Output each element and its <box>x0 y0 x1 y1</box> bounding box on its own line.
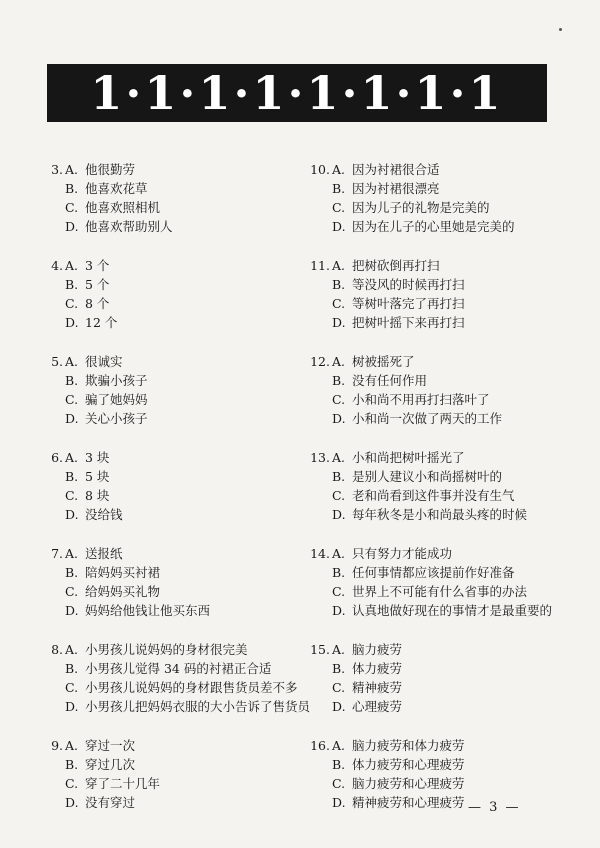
answer-option <box>310 640 575 659</box>
answer-option <box>45 601 310 620</box>
option-text: 是别人建议小和尚摇树叶的 <box>352 469 503 484</box>
option-text: 3 块 <box>85 450 110 465</box>
option-text: 脑力疲劳和心理疲劳 <box>352 776 465 791</box>
option-letter: D. <box>332 411 346 426</box>
answer-option <box>310 793 575 812</box>
question-number: 9. <box>51 738 63 753</box>
answer-option <box>45 160 310 179</box>
answer-option <box>45 448 310 467</box>
answer-option <box>310 256 575 275</box>
question-item <box>310 640 575 736</box>
option-text: 把树叶摇下来再打扫 <box>352 315 465 330</box>
option-text: 穿过几次 <box>85 757 136 772</box>
question-number: 14. <box>310 546 330 561</box>
question-number: 8. <box>51 642 63 657</box>
option-indent <box>310 755 332 774</box>
option-text: 等没风的时候再打扫 <box>352 277 465 292</box>
option-indent <box>45 601 65 620</box>
answer-option <box>310 486 575 505</box>
option-letter: C. <box>332 776 346 791</box>
option-letter: D. <box>332 315 346 330</box>
option-letter: A. <box>65 162 79 177</box>
option-letter: D. <box>65 315 79 330</box>
option-indent <box>310 294 332 313</box>
option-letter: D. <box>332 795 346 810</box>
answer-option <box>310 563 575 582</box>
answer-option <box>45 755 310 774</box>
option-text: 世界上不可能有什么省事的办法 <box>352 584 528 599</box>
question-number: 13. <box>310 450 330 465</box>
option-letter: A. <box>332 546 346 561</box>
option-indent <box>45 582 65 601</box>
option-indent <box>310 601 332 620</box>
question-number: 7. <box>51 546 63 561</box>
option-text: 任何事情都应该提前作好准备 <box>352 565 515 580</box>
answer-option <box>45 198 310 217</box>
option-text: 小男孩儿说妈妈的身材很完美 <box>85 642 248 657</box>
answer-option <box>310 582 575 601</box>
option-text: 精神疲劳 <box>352 680 403 695</box>
answer-option <box>45 294 310 313</box>
option-text: 骗了她妈妈 <box>85 392 148 407</box>
option-text: 体力疲劳 <box>352 661 403 676</box>
answer-option <box>45 409 310 428</box>
option-letter: C. <box>65 200 79 215</box>
option-text: 关心小孩子 <box>85 411 148 426</box>
option-letter: A. <box>65 738 79 753</box>
answer-option <box>310 160 575 179</box>
answer-option <box>45 352 310 371</box>
option-letter: D. <box>332 507 346 522</box>
answer-option <box>310 179 575 198</box>
option-text: 穿过一次 <box>85 738 136 753</box>
question-item <box>45 352 310 448</box>
option-letter: A. <box>65 642 79 657</box>
option-letter: B. <box>65 661 79 676</box>
answer-option <box>310 755 575 774</box>
answer-option <box>310 697 575 716</box>
answer-option <box>310 467 575 486</box>
question-item <box>45 448 310 544</box>
answer-option <box>45 313 310 332</box>
option-letter: A. <box>332 354 346 369</box>
option-text: 老和尚看到这件事并没有生气 <box>352 488 515 503</box>
answer-option <box>310 313 575 332</box>
option-indent <box>310 563 332 582</box>
question-number: 12. <box>310 354 330 369</box>
option-indent <box>45 774 65 793</box>
option-text: 5 个 <box>85 277 110 292</box>
option-indent <box>45 294 65 313</box>
answer-option <box>45 505 310 524</box>
option-letter: C. <box>65 584 79 599</box>
option-text: 没有任何作用 <box>352 373 428 388</box>
option-letter: D. <box>65 219 79 234</box>
question-item <box>45 640 310 736</box>
option-text: 欺骗小孩子 <box>85 373 148 388</box>
question-number: 5. <box>51 354 63 369</box>
answer-option <box>45 390 310 409</box>
option-letter: C. <box>332 488 346 503</box>
option-indent <box>310 371 332 390</box>
answer-option <box>45 582 310 601</box>
question-item <box>310 160 575 256</box>
question-item <box>45 544 310 640</box>
option-indent <box>310 774 332 793</box>
option-indent <box>310 678 332 697</box>
option-indent <box>310 467 332 486</box>
option-text: 给妈妈买礼物 <box>85 584 161 599</box>
question-number: 10. <box>310 162 330 177</box>
option-indent <box>45 563 65 582</box>
answer-option <box>310 448 575 467</box>
option-text: 因为儿子的礼物是完美的 <box>352 200 490 215</box>
option-text: 脑力疲劳和体力疲劳 <box>352 738 465 753</box>
option-letter: C. <box>332 584 346 599</box>
option-letter: A. <box>332 162 346 177</box>
option-text: 12 个 <box>85 315 118 330</box>
answer-option <box>310 774 575 793</box>
option-letter: A. <box>65 258 79 273</box>
answer-option <box>310 294 575 313</box>
answer-option <box>45 275 310 294</box>
answer-option <box>310 198 575 217</box>
option-text: 等树叶落完了再打扫 <box>352 296 465 311</box>
option-letter: C. <box>65 392 79 407</box>
scan-speck <box>559 28 562 31</box>
option-letter: B. <box>332 661 346 676</box>
option-text: 小和尚把树叶摇光了 <box>352 450 465 465</box>
option-letter: D. <box>65 795 79 810</box>
option-text: 小和尚一次做了两天的工作 <box>352 411 503 426</box>
option-indent <box>45 659 65 678</box>
option-letter: B. <box>332 277 346 292</box>
option-text: 体力疲劳和心理疲劳 <box>352 757 465 772</box>
option-indent <box>45 755 65 774</box>
answer-option <box>45 544 310 563</box>
option-text: 心理疲劳 <box>352 699 403 714</box>
question-item <box>45 160 310 256</box>
answer-option <box>45 256 310 275</box>
option-text: 因为在儿子的心里她是完美的 <box>352 219 515 234</box>
option-text: 穿了二十几年 <box>85 776 161 791</box>
answer-option <box>45 217 310 236</box>
option-indent <box>45 275 65 294</box>
option-text: 小男孩儿说妈妈的身材跟售货员差不多 <box>85 680 298 695</box>
option-letter: D. <box>65 507 79 522</box>
option-text: 小男孩儿把妈妈衣服的大小告诉了售货员 <box>84 699 310 714</box>
option-letter: C. <box>65 680 79 695</box>
option-letter: B. <box>65 277 79 292</box>
option-text: 送报纸 <box>85 546 123 561</box>
option-indent <box>45 198 65 217</box>
option-text: 脑力疲劳 <box>352 642 403 657</box>
answer-option <box>45 563 310 582</box>
option-text: 小和尚不用再打扫落叶了 <box>352 392 490 407</box>
option-letter: B. <box>65 469 79 484</box>
answer-option <box>45 774 310 793</box>
option-letter: B. <box>65 181 79 196</box>
option-text: 每年秋冬是小和尚最头疼的时候 <box>352 507 528 522</box>
answer-option <box>310 390 575 409</box>
option-indent <box>45 467 65 486</box>
option-text: 没给钱 <box>85 507 123 522</box>
option-text: 很诚实 <box>85 354 123 369</box>
option-letter: B. <box>332 565 346 580</box>
option-letter: D. <box>332 219 346 234</box>
option-letter: D. <box>65 411 79 426</box>
option-indent <box>310 659 332 678</box>
option-letter: B. <box>332 373 346 388</box>
option-letter: A. <box>332 642 346 657</box>
option-text: 小男孩儿觉得 34 码的衬裙正合适 <box>85 661 272 676</box>
option-letter: D. <box>332 699 346 714</box>
option-text: 只有努力才能成功 <box>352 546 453 561</box>
answer-option <box>310 352 575 371</box>
answer-option <box>45 697 310 716</box>
question-item <box>310 736 575 832</box>
option-indent <box>310 582 332 601</box>
answer-option <box>310 678 575 697</box>
option-indent <box>310 793 332 812</box>
page-number: — 3 — <box>468 800 521 815</box>
option-letter: B. <box>332 757 346 772</box>
answer-option <box>45 793 310 812</box>
answer-option <box>45 371 310 390</box>
option-indent <box>45 486 65 505</box>
option-text: 精神疲劳和心理疲劳 <box>352 795 465 810</box>
right-question-column <box>310 160 575 832</box>
option-letter: B. <box>65 565 79 580</box>
question-item <box>310 352 575 448</box>
question-number: 3. <box>51 162 63 177</box>
answer-option <box>45 179 310 198</box>
question-number: 6. <box>51 450 63 465</box>
answer-option <box>310 371 575 390</box>
option-text: 他很勤劳 <box>85 162 136 177</box>
option-letter: C. <box>65 776 79 791</box>
option-indent <box>45 697 65 716</box>
answer-option <box>310 217 575 236</box>
answer-option <box>310 601 575 620</box>
option-letter: C. <box>332 200 346 215</box>
option-letter: A. <box>332 450 346 465</box>
option-text: 3 个 <box>85 258 110 273</box>
option-text: 因为衬裙很漂亮 <box>352 181 440 196</box>
answer-option <box>310 275 575 294</box>
option-indent <box>45 371 65 390</box>
answer-option <box>45 640 310 659</box>
option-text: 认真地做好现在的事情才是最重要的 <box>352 603 553 618</box>
option-letter: C. <box>65 296 79 311</box>
option-text: 因为衬裙很合适 <box>352 162 440 177</box>
option-letter: A. <box>65 354 79 369</box>
option-letter: B. <box>332 181 346 196</box>
option-text: 8 个 <box>85 296 110 311</box>
option-indent <box>45 793 65 812</box>
question-number: 15. <box>310 642 330 657</box>
answer-option <box>45 678 310 697</box>
answer-option <box>310 659 575 678</box>
option-indent <box>45 313 65 332</box>
option-letter: C. <box>332 296 346 311</box>
option-indent <box>45 179 65 198</box>
option-indent <box>45 390 65 409</box>
option-text: 把树砍倒再打扫 <box>352 258 440 273</box>
option-indent <box>310 486 332 505</box>
option-letter: A. <box>65 450 79 465</box>
option-letter: B. <box>65 757 79 772</box>
question-number: 11. <box>310 258 330 273</box>
option-indent <box>45 505 65 524</box>
option-text: 他喜欢帮助别人 <box>85 219 173 234</box>
option-indent <box>310 313 332 332</box>
option-indent <box>310 217 332 236</box>
option-indent <box>310 275 332 294</box>
option-letter: C. <box>332 680 346 695</box>
answer-option <box>310 505 575 524</box>
option-indent <box>310 697 332 716</box>
option-text: 妈妈给他钱让他买东西 <box>85 603 211 618</box>
option-indent <box>310 409 332 428</box>
answer-option <box>45 659 310 678</box>
question-number: 16. <box>310 738 330 753</box>
left-question-column <box>45 160 310 832</box>
section-banner <box>47 64 547 122</box>
option-letter: A. <box>65 546 79 561</box>
option-letter: A. <box>332 258 346 273</box>
option-text: 他喜欢照相机 <box>85 200 161 215</box>
option-letter: A. <box>332 738 346 753</box>
answer-option <box>310 736 575 755</box>
answer-option <box>45 467 310 486</box>
option-indent <box>45 678 65 697</box>
option-indent <box>310 179 332 198</box>
question-item <box>310 256 575 352</box>
question-item <box>45 256 310 352</box>
option-text: 他喜欢花草 <box>85 181 148 196</box>
option-letter: C. <box>332 392 346 407</box>
option-text: 5 块 <box>85 469 110 484</box>
question-item <box>310 448 575 544</box>
option-indent <box>45 409 65 428</box>
option-text: 陪妈妈买衬裙 <box>85 565 161 580</box>
answer-option <box>310 544 575 563</box>
option-text: 树被摇死了 <box>352 354 415 369</box>
question-number: 4. <box>51 258 63 273</box>
option-letter: C. <box>65 488 79 503</box>
option-letter: D. <box>332 603 346 618</box>
question-item <box>45 736 310 832</box>
option-indent <box>310 198 332 217</box>
banner-title: 1·1·1·1·1·1·1·1 <box>90 66 504 120</box>
option-letter: D. <box>64 699 79 714</box>
option-letter: B. <box>332 469 346 484</box>
answer-option <box>45 486 310 505</box>
answer-option <box>310 409 575 428</box>
option-indent <box>310 390 332 409</box>
option-letter: B. <box>65 373 79 388</box>
option-letter: D. <box>65 603 79 618</box>
option-text: 没有穿过 <box>85 795 136 810</box>
question-item <box>310 544 575 640</box>
option-indent <box>45 217 65 236</box>
option-text: 8 块 <box>85 488 110 503</box>
answer-option <box>45 736 310 755</box>
option-indent <box>310 505 332 524</box>
